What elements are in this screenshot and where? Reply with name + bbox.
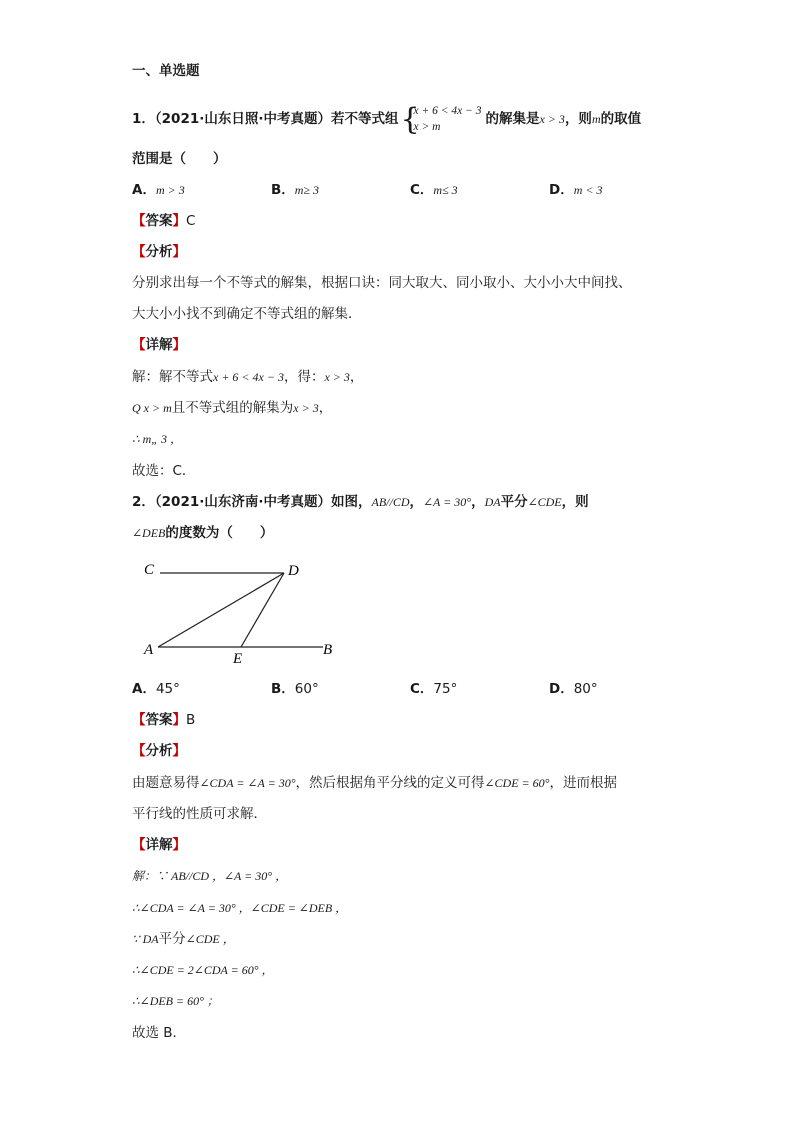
q2-analysis-line2: 平行线的性质可求解． [132, 806, 267, 822]
label-b: B [323, 642, 333, 658]
q1-stem-d: 的取值 [600, 111, 642, 127]
label-c: C [144, 562, 155, 578]
q1-option-b[interactable]: B．m≥ 3 [271, 182, 320, 198]
q2-solution-line4: ∴∠CDE = 2∠CDA = 60° ， [132, 963, 274, 977]
q1-answer: 【答案】C [132, 213, 196, 229]
q2-answer: 【答案】B [132, 712, 196, 728]
q1-analysis-line2: 大大小小找不到确定不等式组的解集． [132, 306, 362, 322]
label-e: E [233, 651, 243, 667]
q2-stem-line1: 2．（2021·山东济南·中考真题）如图，AB//CD，∠A = 30°，DA平分∠CDE，则 [132, 494, 589, 510]
q1-solution-line4: 故选：C． [132, 463, 196, 479]
q1-answer-value: C [186, 213, 196, 229]
q2-detail-tag: 【详解】 [132, 837, 186, 853]
q1-solution-line2: Q x > m且不等式组的解集为x > 3， [132, 400, 333, 416]
q2-solution-line2: ∴∠CDA = ∠A = 30° ，∠CDE = ∠DEB ， [132, 901, 348, 915]
q2-solution-line6: 故选 B． [132, 1025, 187, 1041]
q2-stem-line2: ∠DEB的度数为（ ） [132, 525, 274, 541]
q2-option-d[interactable]: D．80° [549, 681, 598, 697]
segment-de [241, 573, 284, 647]
q1-solution-line1: 解：解不等式x + 6 < 4x − 3，得：x > 3， [132, 369, 364, 385]
q1-source: （2021·山东日照·中考真题） [154, 111, 331, 127]
q1-stem-b: 的解集是 [485, 111, 540, 127]
q2-analysis-line1: 由题意易得∠CDA = ∠A = 30°，然后根据角平分线的定义可得∠CDE = 60°，进而根据 [132, 775, 617, 791]
system-row-2: x > m [413, 121, 441, 133]
q2-solution-line1: 解：∵ AB//CD ，∠A = 30° ， [132, 869, 288, 883]
q1-analysis-tag: 【分析】 [132, 244, 186, 260]
section-title: 一、单选题 [132, 63, 200, 79]
q1-var-m: m [591, 112, 601, 126]
q1-option-a[interactable]: A．m > 3 [132, 182, 185, 198]
q1-stem-line1 [132, 103, 641, 135]
q2-option-c[interactable]: C．75° [410, 681, 458, 697]
q1-solution-line3: ∴ m„ 3 ， [132, 432, 182, 446]
q1-inequality-system [401, 103, 482, 135]
q2-analysis-tag: 【分析】 [132, 743, 186, 759]
q1-option-c[interactable]: C．m≤ 3 [410, 182, 458, 198]
label-d: D [288, 563, 299, 579]
q2-geometry-figure [140, 555, 350, 670]
q1-detail-tag: 【详解】 [132, 337, 186, 353]
q2-option-b[interactable]: B．60° [271, 681, 319, 697]
system-row-1: x + 6 < 4x − 3 [413, 105, 482, 117]
q2-solution-line5: ∴∠DEB = 60° ； [132, 994, 219, 1008]
q1-stem-line2: 范围是（ ） [132, 151, 227, 167]
q1-analysis-line1: 分别求出每一个不等式的解集，根据口诀：同大取大、同小取小、大小小大中间找、 [132, 275, 632, 291]
q1-option-d[interactable]: D．m < 3 [549, 182, 603, 198]
q2-answer-value: B [186, 712, 196, 728]
q2-solution-line3: ∵ DA平分∠CDE ， [132, 931, 235, 947]
q1-condition: x > 3 [539, 112, 565, 126]
q1-stem-c: ，则 [564, 111, 592, 127]
q1-stem-a: 若不等式组 [331, 111, 399, 127]
segment-ad [158, 573, 284, 647]
system-brace: { [400, 102, 420, 137]
label-a: A [144, 642, 154, 658]
q1-number: 1． [132, 111, 155, 127]
q2-option-a[interactable]: A．45° [132, 681, 180, 697]
